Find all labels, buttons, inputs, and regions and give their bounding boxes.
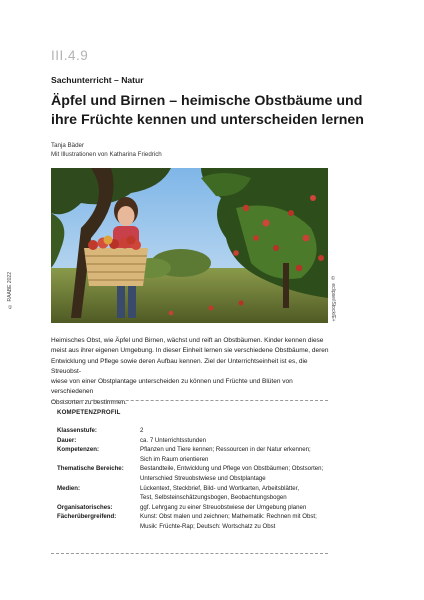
profile-key: Medien: — [57, 484, 81, 492]
unit-code: III.4.9 — [51, 48, 89, 63]
author: Tanja Bäder — [51, 142, 85, 149]
title-line: ihre Früchte kennen und unterscheiden lernen — [51, 111, 364, 128]
subject-label: Sachunterricht – Natur — [51, 75, 144, 85]
competence-profile — [51, 400, 328, 554]
intro-line: Heimisches Obst, wie Äpfel und Birnen, wächst und reift an Obstbäumen. Kinder kennen diese — [51, 337, 324, 344]
profile-key: Fächerübergreifend: — [57, 513, 117, 521]
title-line: Äpfel und Birnen – heimische Obstbäume und — [51, 93, 363, 109]
profile-value: Bestandteile, Entwicklung und Pflege von Obstbäumen; Obstsorten; — [140, 465, 324, 473]
intro-line: wiese von einer Obstplantage unterscheiden zu können und Früchte und Blüten von verschiedenen — [51, 378, 293, 396]
profile-value: Lückentext, Steckbrief, Bild- und Wortkarten, Arbeitsblätter, — [140, 484, 300, 492]
profile-value: ggf. Lehrgang zu einer Streuobstwiese der Umgebung planen — [140, 503, 307, 511]
intro-line: meist aus ihrer eigenen Umgebung. In dieser Einheit lernen sie verschiedene Obstbäume, deren — [51, 347, 329, 355]
profile-key: Dauer: — [57, 436, 77, 444]
illustrator-credit: Mit Illustrationen von Katharina Friedrich — [51, 151, 162, 158]
profile-value: Test, Selbsteinschätzungsbogen, Beobachtungsbogen — [140, 494, 287, 502]
profile-key: Organisatorisches: — [57, 503, 113, 511]
profile-heading: KOMPETENZPROFIL — [57, 409, 121, 416]
profile-value: Kunst: Obst malen und zeichnen; Mathematik: Rechnen mit Obst; — [140, 513, 317, 521]
profile-value: Musik: Früchte-Rap; Deutsch: Wortschatz zu Obst — [140, 523, 276, 530]
copyright-note: © RAABE 2022 — [7, 272, 13, 309]
profile-value: Pflanzen und Tiere kennen; Ressourcen in der Natur erkennen; — [140, 446, 311, 454]
profile-key: Thematische Bereiche: — [57, 465, 124, 473]
intro-line: Obstsorten zu bestimmen. — [51, 398, 127, 406]
cover-photo — [51, 168, 328, 323]
girl-with-apple-basket-photo — [51, 168, 328, 323]
profile-value: ca. 7 Unterrichtsstunden — [140, 436, 207, 444]
intro-line: Entwicklung und Pflege sowie deren Aufbau kennen. Ziel der Unterrichtseinheit ist es, die Streuobst- — [51, 357, 308, 375]
profile-key: Kompetenzen: — [57, 446, 99, 454]
profile-key: Klassenstufe: — [57, 427, 97, 434]
profile-value: Unterschied Streuobstwiese und Obstplantage — [140, 475, 266, 482]
intro-paragraph — [51, 336, 333, 408]
photo-credit: © eclipse/iStock/E+ — [330, 276, 336, 322]
page-title — [51, 92, 371, 129]
profile-value: 2 — [140, 427, 144, 434]
profile-value: Sich im Raum orientieren — [140, 455, 209, 463]
